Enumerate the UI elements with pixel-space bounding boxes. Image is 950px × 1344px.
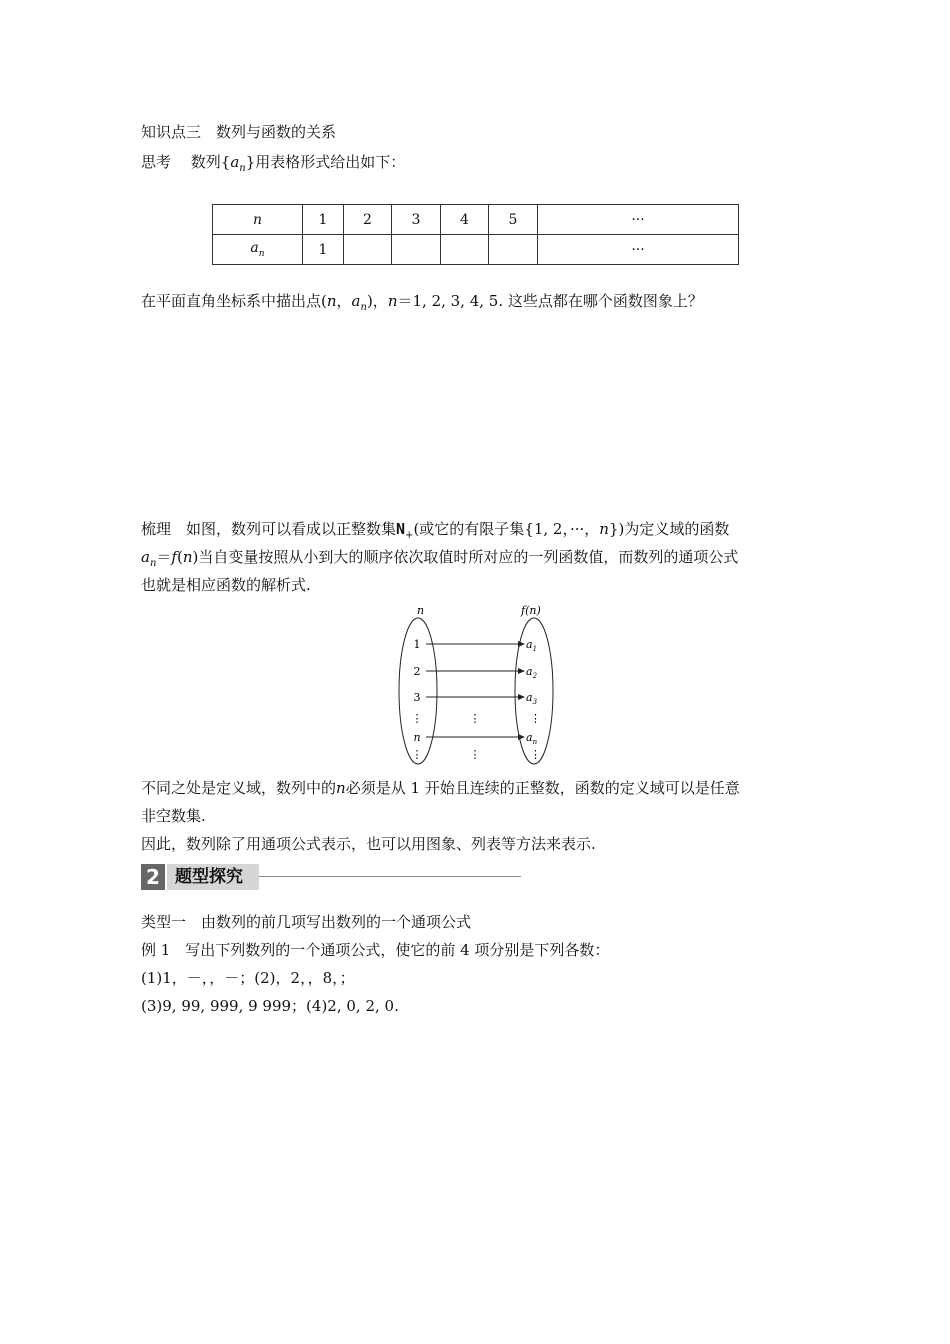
table-cell: [441, 235, 489, 265]
table-cell: 1: [303, 235, 344, 265]
domain-item: 1: [413, 638, 421, 651]
table-cell: [344, 235, 392, 265]
middle-dots: ⋮: [469, 712, 481, 725]
summary-line-3: 也就是相应函数的解析式.: [141, 576, 311, 594]
table-cell: [489, 235, 538, 265]
banner-rule: [259, 876, 521, 877]
mapping-diagram: [384, 600, 574, 770]
table-header-an: $a_n$: [213, 235, 303, 265]
table-cell: 1: [303, 205, 344, 235]
codomain-item: $a_n$: [526, 731, 538, 746]
table-row-an: [213, 235, 739, 265]
think-var: a: [230, 153, 240, 171]
table-cell: [392, 235, 441, 265]
table-cell: 2: [344, 205, 392, 235]
type1-heading: 类型一 由数列的前几项写出数列的一个通项公式: [141, 913, 472, 931]
example-items-1: (1)1，－，，－；(2)，2，，8，；: [141, 969, 355, 987]
domain-item: ⋮: [411, 748, 423, 761]
banner-number: 2: [141, 864, 165, 890]
sequence-table: [212, 204, 739, 265]
think-sub: n: [239, 163, 246, 174]
domain-item: n: [413, 731, 421, 744]
think-line: [141, 152, 405, 179]
summary-line-2: $a_n=f(n)$当自变量按照从小到大的顺序依次取值时所对应的一列函数值，而数列的通项公式: [141, 548, 739, 569]
codomain-label: f(n): [521, 604, 541, 617]
difference-line-2: 非空数集.: [141, 807, 206, 825]
domain-item: 2: [413, 665, 421, 678]
domain-item: 3: [413, 691, 421, 704]
codomain-item: ⋮: [530, 712, 541, 725]
codomain-item: ⋮: [530, 748, 541, 761]
question-line: 在平面直角坐标系中描出点(n，$a_n$)，n＝1, 2, 3, 4, 5. 这些点都在哪个函数图象上？: [141, 292, 703, 313]
domain-item: ⋮: [411, 712, 423, 725]
table-ellipsis: ···: [538, 235, 739, 265]
example-1: 例 1 写出下列数列的一个通项公式，使它的前 4 项分别是下列各数：: [141, 941, 610, 959]
table-cell: 5: [489, 205, 538, 235]
banner-title: 题型探究: [167, 864, 259, 890]
section-banner: [141, 864, 521, 890]
table-row-n: [213, 205, 739, 235]
difference-line-3: 因此，数列除了用通项公式表示，也可以用图象、列表等方法来表示.: [141, 835, 596, 853]
table-header-n: n: [213, 205, 303, 235]
table-ellipsis: ···: [538, 205, 739, 235]
think-text-b: }用表格形式给出如下：: [245, 153, 406, 171]
middle-dots: ⋮: [469, 748, 481, 761]
codomain-item: $a_1$: [526, 638, 538, 653]
codomain-item: $a_2$: [526, 665, 538, 680]
table-cell: 4: [441, 205, 489, 235]
codomain-item: $a_3$: [526, 691, 538, 706]
example-items-2: (3)9, 99, 999, 9 999；(4)2, 0, 2, 0.: [141, 997, 399, 1015]
domain-label: n: [417, 604, 425, 617]
difference-line-1: 不同之处是定义域，数列中的n必须是从 1 开始且连续的正整数，函数的定义域可以是任意: [141, 779, 740, 797]
summary-line-1: 梳理 如图，数列可以看成以正整数集$N_+$(或它的有限子集{1, 2，···，n})为定义域的函数: [141, 520, 730, 541]
table-cell: 3: [392, 205, 441, 235]
think-text-a: 数列{: [190, 153, 231, 171]
section-heading: 知识点三 数列与函数的关系: [141, 123, 337, 141]
think-label: 思考: [141, 153, 172, 171]
